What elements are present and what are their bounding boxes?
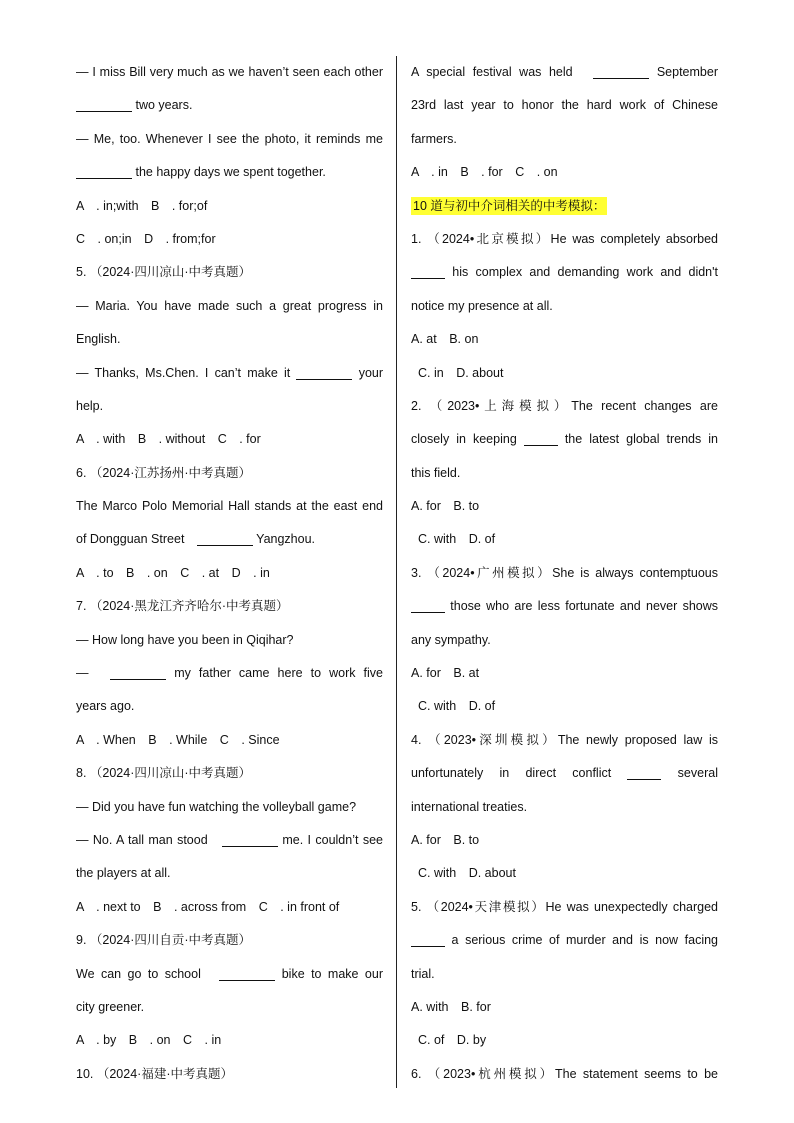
- text-segment: — No. A tall man stood: [76, 832, 222, 847]
- text-segment: September: [649, 65, 718, 79]
- text-segment: 6. （2023•杭州模拟）The statement seems to be: [411, 1066, 718, 1081]
- text-line: [411, 624, 718, 657]
- text-line: [411, 857, 718, 890]
- answer-blank: [593, 66, 649, 80]
- text-segment: 8. （2024·四川凉山·中考真题）: [76, 766, 252, 781]
- text-segment: The Marco Polo Memorial Hall stands at the east end: [76, 499, 383, 514]
- text-line: [76, 490, 383, 523]
- text-segment: 3. （2024•广州模拟）She is always contemptuous: [411, 565, 718, 580]
- text-segment: 2. （2023•上海模拟）The recent changes are: [411, 398, 718, 413]
- text-segment: Yangzhou.: [252, 532, 316, 547]
- text-segment: city greener.: [76, 999, 145, 1014]
- text-segment: — Me, too. Whenever I see the photo, it reminds me: [76, 131, 383, 146]
- text-line: [76, 423, 383, 456]
- text-segment: — Did you have fun watching the volleyball game?: [76, 799, 357, 814]
- text-line: [411, 123, 718, 156]
- text-line: [411, 557, 718, 590]
- text-line: [76, 757, 383, 790]
- text-segment: A. with B. for: [411, 999, 491, 1014]
- text-line: [411, 390, 718, 423]
- answer-blank: [219, 967, 275, 981]
- text-segment: 4. （2023•深圳模拟）The newly proposed law is: [411, 732, 718, 747]
- text-line: [411, 924, 718, 957]
- text-line: [411, 891, 718, 924]
- text-segment: any sympathy.: [411, 632, 491, 647]
- answer-blank: [627, 767, 661, 781]
- text-segment: 5. （2024•天津模拟）He was unexpectedly charged: [411, 899, 718, 914]
- text-segment: years ago.: [76, 699, 135, 714]
- text-segment: help.: [76, 398, 104, 413]
- text-segment: 7. （2024·黑龙江齐齐哈尔·中考真题）: [76, 599, 289, 614]
- text-line: [76, 791, 383, 824]
- text-line: [76, 891, 383, 924]
- text-segment: closely in keeping: [411, 432, 524, 447]
- text-segment: C . on;in D . from;for: [76, 231, 216, 246]
- text-segment: — Maria. You have made such a great progress in: [76, 298, 383, 313]
- text-line: [76, 924, 383, 957]
- text-line: [76, 156, 383, 189]
- text-segment: 6. （2024·江苏扬州·中考真题）: [76, 465, 252, 480]
- text-segment: A. for B. to: [411, 499, 480, 514]
- text-line: [76, 256, 383, 289]
- text-segment: your: [352, 365, 383, 380]
- text-line: [411, 357, 718, 390]
- text-segment: A . with B . without C . for: [76, 432, 261, 447]
- text-line: [411, 457, 718, 490]
- text-line: [76, 357, 383, 390]
- text-segment: trial.: [411, 966, 435, 981]
- text-segment: — How long have you been in Qiqihar?: [76, 632, 294, 647]
- text-line: [76, 523, 383, 556]
- text-segment: two years.: [132, 98, 193, 113]
- right-column: [411, 56, 718, 1091]
- text-line: [76, 824, 383, 857]
- text-segment: C. with D. of: [418, 699, 496, 714]
- answer-blank: [411, 600, 445, 614]
- text-line: [76, 857, 383, 890]
- text-line: [76, 991, 383, 1024]
- text-line: [76, 223, 383, 256]
- answer-blank: [110, 667, 166, 681]
- text-line: [76, 958, 383, 991]
- answer-blank: [296, 366, 352, 380]
- text-line: [76, 56, 383, 89]
- text-segment: A. for B. to: [411, 832, 480, 847]
- text-line: [76, 1024, 383, 1057]
- text-line: [76, 323, 383, 356]
- text-segment: bike to make our: [275, 966, 383, 981]
- text-segment: C. with D. of: [418, 532, 496, 547]
- section-heading: [411, 190, 718, 223]
- answer-blank: [411, 266, 445, 280]
- text-line: [411, 690, 718, 723]
- answer-blank: [411, 934, 445, 948]
- text-segment: A . next to B . across from C . in front of: [76, 899, 340, 914]
- text-line: [411, 1058, 718, 1091]
- text-line: [76, 624, 383, 657]
- text-segment: English.: [76, 332, 121, 347]
- text-segment: several: [661, 766, 718, 781]
- answer-blank: [76, 99, 132, 113]
- column-divider: [396, 56, 397, 1088]
- text-line: [76, 657, 383, 690]
- text-line: [76, 590, 383, 623]
- text-segment: 5. （2024·四川凉山·中考真题）: [76, 265, 252, 280]
- text-line: [76, 690, 383, 723]
- text-segment: 10. （2024·福建·中考真题）: [76, 1066, 233, 1081]
- text-line: [411, 89, 718, 122]
- text-segment: a serious crime of murder and is now facing: [445, 933, 718, 948]
- text-line: [411, 223, 718, 256]
- text-segment: my father came here to work five: [166, 666, 383, 681]
- text-line: [411, 323, 718, 356]
- text-line: [411, 56, 718, 89]
- answer-blank: [76, 166, 132, 180]
- text-segment: A. for B. at: [411, 666, 480, 681]
- text-line: [76, 724, 383, 757]
- text-line: [411, 724, 718, 757]
- text-segment: 10 道与初中介词相关的中考模拟：: [413, 198, 606, 213]
- text-line: [76, 190, 383, 223]
- text-line: [411, 423, 718, 456]
- text-line: [411, 1024, 718, 1057]
- text-line: [76, 557, 383, 590]
- answer-blank: [524, 433, 558, 447]
- text-segment: those who are less fortunate and never shows: [445, 599, 718, 614]
- text-segment: 9. （2024·四川自贡·中考真题）: [76, 933, 252, 948]
- text-segment: — Thanks, Ms.Chen. I can’t make it: [76, 365, 297, 380]
- text-segment: —: [76, 666, 111, 681]
- text-line: [411, 824, 718, 857]
- text-line: [76, 1058, 383, 1091]
- text-segment: of Dongguan Street: [76, 532, 197, 547]
- text-line: [411, 490, 718, 523]
- text-segment: C. with D. about: [418, 866, 516, 881]
- answer-blank: [197, 533, 253, 547]
- text-segment: A . in B . for C . on: [411, 165, 558, 180]
- text-segment: A . When B . While C . Since: [76, 732, 280, 747]
- highlight-mark: [411, 197, 607, 215]
- text-line: [411, 991, 718, 1024]
- text-segment: the players at all.: [76, 866, 171, 881]
- text-line: [76, 457, 383, 490]
- text-segment: this field.: [411, 465, 461, 480]
- text-segment: A special festival was held: [411, 65, 594, 79]
- text-segment: the latest global trends in: [557, 432, 718, 447]
- text-line: [411, 290, 718, 323]
- text-segment: C. in D. about: [418, 365, 504, 380]
- left-column: [76, 56, 383, 1091]
- text-segment: 1. （2024•北京模拟）He was completely absorbed: [411, 231, 718, 246]
- text-line: [76, 123, 383, 156]
- text-line: [411, 523, 718, 556]
- text-segment: A . by B . on C . in: [76, 1033, 222, 1048]
- text-segment: international treaties.: [411, 799, 528, 814]
- text-line: [411, 590, 718, 623]
- text-segment: the happy days we spent together.: [132, 165, 326, 180]
- text-segment: A . in;with B . for;of: [76, 198, 208, 213]
- text-segment: unfortunately in direct conflict: [411, 766, 628, 781]
- text-segment: We can go to school: [76, 966, 220, 981]
- text-line: [411, 791, 718, 824]
- text-line: [411, 757, 718, 790]
- text-line: [76, 390, 383, 423]
- text-line: [76, 89, 383, 122]
- text-segment: farmers.: [411, 131, 457, 146]
- text-segment: 23rd last year to honor the hard work of Chinese: [411, 98, 718, 113]
- text-segment: — I miss Bill very much as we haven’t seen each other: [76, 65, 383, 79]
- text-segment: A. at B. on: [411, 332, 479, 347]
- text-segment: C. of D. by: [418, 1033, 487, 1048]
- text-segment: his complex and demanding work and didn't: [445, 265, 718, 280]
- text-segment: notice my presence at all.: [411, 298, 553, 313]
- text-line: [76, 290, 383, 323]
- text-line: [411, 958, 718, 991]
- text-segment: me. I couldn’t see: [277, 832, 383, 847]
- text-line: [411, 657, 718, 690]
- text-segment: A . to B . on C . at D . in: [76, 565, 270, 580]
- text-line: [411, 256, 718, 289]
- answer-blank: [222, 833, 278, 847]
- text-line: [411, 156, 718, 189]
